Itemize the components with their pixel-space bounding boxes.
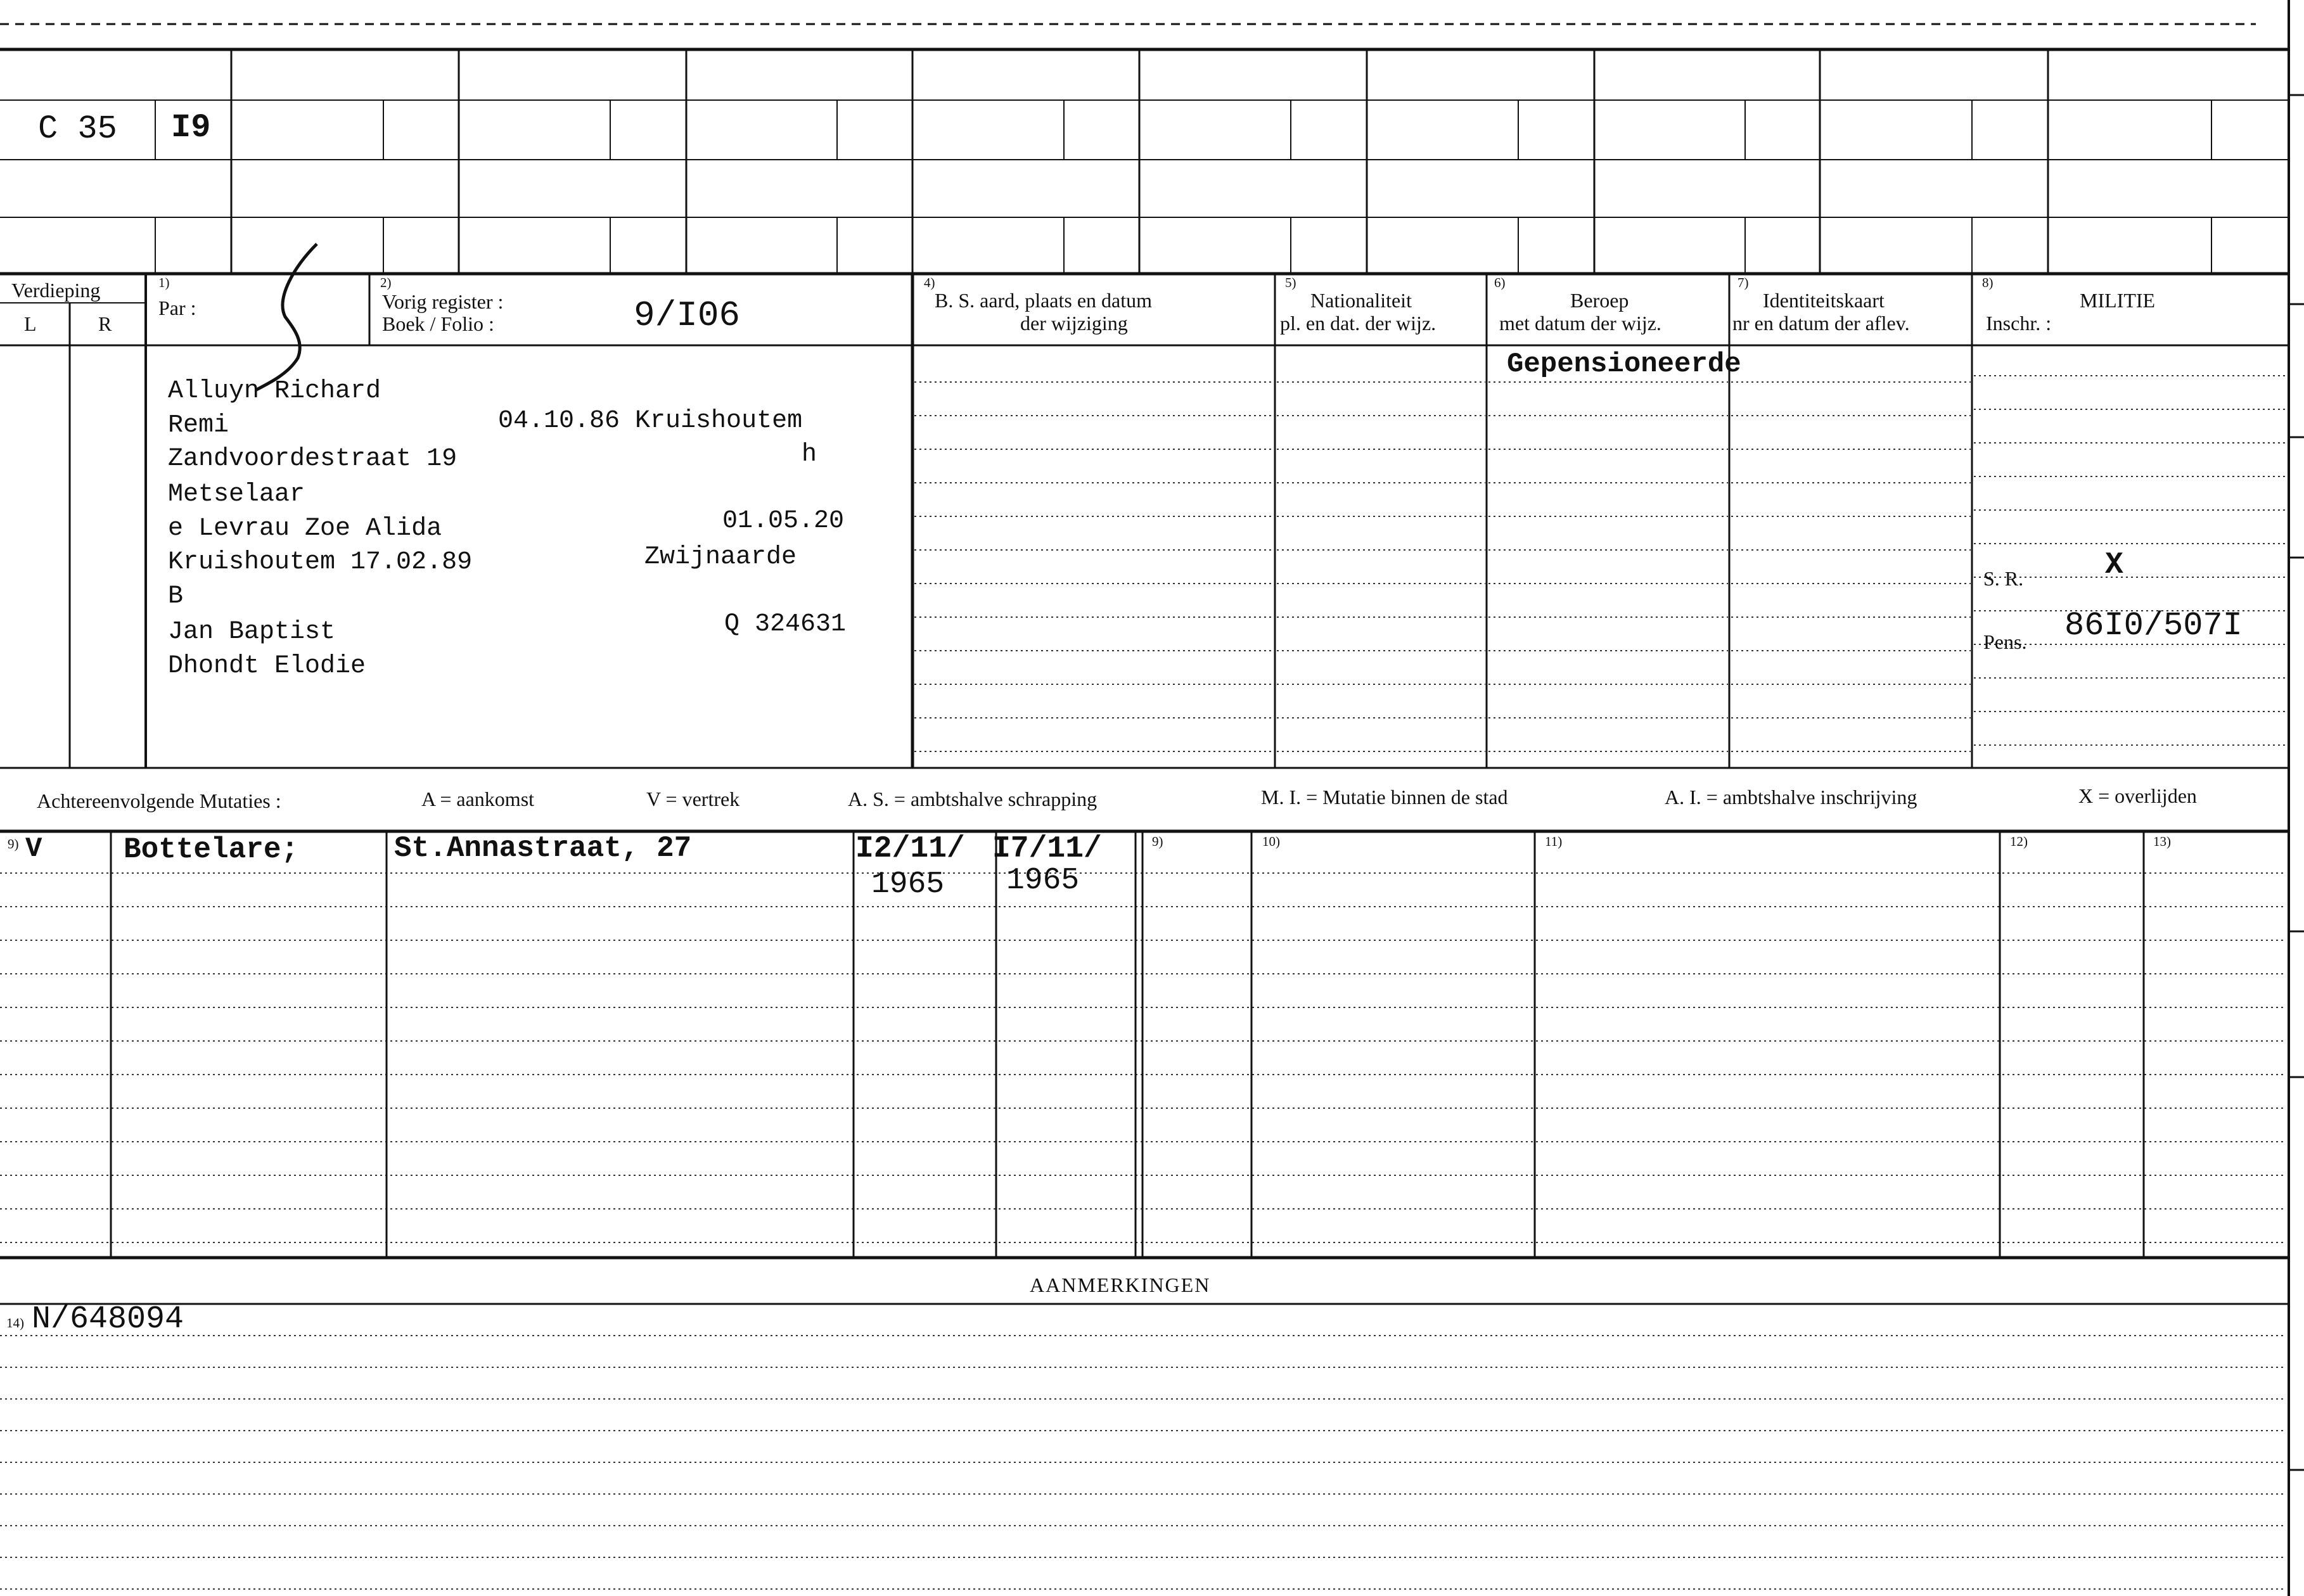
person-id: Q 324631: [724, 610, 847, 639]
par-label: Par :: [158, 297, 196, 319]
legend-ambtshalve-inschrijving: A. I. = ambtshalve inschrijving: [1665, 786, 1917, 808]
mut-col-12: 12): [2010, 834, 2028, 849]
militie-sr-label: S. R.: [1983, 567, 2024, 590]
beroep-num: 6): [1494, 275, 1506, 290]
legend-vertrek: V = vertrek: [646, 788, 740, 810]
militie-inschr: Inschr. :: [1986, 312, 2052, 335]
vorig-label-2: Boek / Folio :: [382, 312, 494, 335]
mut-type: V: [25, 833, 42, 865]
ident-label-1: Identiteitskaart: [1763, 289, 1885, 312]
aanmerkingen-title: AANMERKINGEN: [1030, 1274, 1211, 1296]
ident-label-2: nr en datum der aflev.: [1732, 312, 1910, 335]
person-spouse-birth-line: Kruishoutem 17.02.89: [168, 548, 473, 577]
mut-date1-a: I2/11/: [855, 832, 965, 866]
person-address-line: Zandvoordestraat 19: [168, 445, 458, 473]
ident-num: 7): [1738, 275, 1749, 290]
person-date2: 01.05.20: [722, 507, 845, 535]
par-num: 1): [158, 275, 170, 290]
mut-place: Bottelare;: [124, 833, 299, 866]
person-occupation-line: Metselaar: [168, 480, 305, 509]
mut-col-13: 13): [2153, 834, 2171, 849]
aanmerkingen-num: 14): [6, 1315, 24, 1331]
legend-overlijden: X = overlijden: [2078, 784, 2197, 807]
vorig-label-1: Vorig register :: [382, 290, 504, 313]
mut-date2-a: I7/11/: [992, 832, 1102, 866]
verdieping-right: R: [98, 312, 112, 335]
legend-mutatie-binnen-stad: M. I. = Mutatie binnen de stad: [1261, 786, 1508, 808]
legend-aankomst: A = aankomst: [421, 788, 535, 810]
nat-label-2: pl. en dat. der wijz.: [1280, 312, 1437, 335]
beroep-label-1: Beroep: [1570, 289, 1629, 312]
bs-label-2: der wijziging: [1020, 312, 1128, 335]
person-birth: 04.10.86 Kruishoutem: [498, 407, 803, 435]
person-h: h: [802, 440, 817, 469]
bs-num: 4): [924, 275, 935, 290]
mut-col-num: 9): [8, 836, 19, 852]
bs-label-1: B. S. aard, plaats en datum: [935, 289, 1153, 312]
militie-pens-value: 86I0/507I: [2064, 607, 2243, 644]
mut-col-10: 10): [1262, 834, 1280, 849]
code-left: C 35: [38, 110, 117, 148]
mut-col-9: 9): [1152, 834, 1163, 849]
nat-num: 5): [1285, 275, 1296, 290]
mutaties-label: Achtereenvolgende Mutaties :: [37, 789, 281, 812]
mut-date1-b: 1965: [871, 867, 945, 902]
mut-street: St.Annastraat, 27: [394, 832, 692, 865]
militie-title: MILITIE: [2080, 289, 2156, 312]
handwritten-check-mark: [257, 241, 333, 393]
vorig-value: 9/I06: [634, 295, 741, 336]
person-name-line: Alluyn Richard: [168, 377, 381, 405]
person-mother-line: Dhondt Elodie: [168, 652, 366, 680]
beroep-value: Gepensioneerde: [1507, 348, 1741, 380]
code-right: I9: [171, 109, 211, 146]
mut-col-11: 11): [1545, 834, 1563, 849]
person-father-line: Jan Baptist: [168, 618, 336, 646]
aanmerkingen-value: N/648094: [32, 1301, 184, 1337]
person-place2: Zwijnaarde: [644, 543, 797, 571]
person-spouse-line: e Levrau Zoe Alida: [168, 514, 442, 543]
nat-label-1: Nationaliteit: [1310, 289, 1412, 312]
person-firstname-line: Remi: [168, 411, 229, 440]
legend-ambtshalve-schrapping: A. S. = ambtshalve schrapping: [848, 788, 1098, 810]
beroep-label-2: met datum der wijz.: [1499, 312, 1661, 335]
militie-num: 8): [1982, 275, 1994, 290]
verdieping-label: Verdieping: [11, 279, 101, 302]
militie-pens-label: Pens.: [1983, 630, 2027, 653]
vorig-num: 2): [380, 275, 392, 290]
militie-sr-value: X: [2105, 548, 2123, 582]
verdieping-left: L: [24, 312, 37, 335]
person-b-line: B: [168, 582, 184, 611]
mut-date2-b: 1965: [1006, 864, 1080, 898]
